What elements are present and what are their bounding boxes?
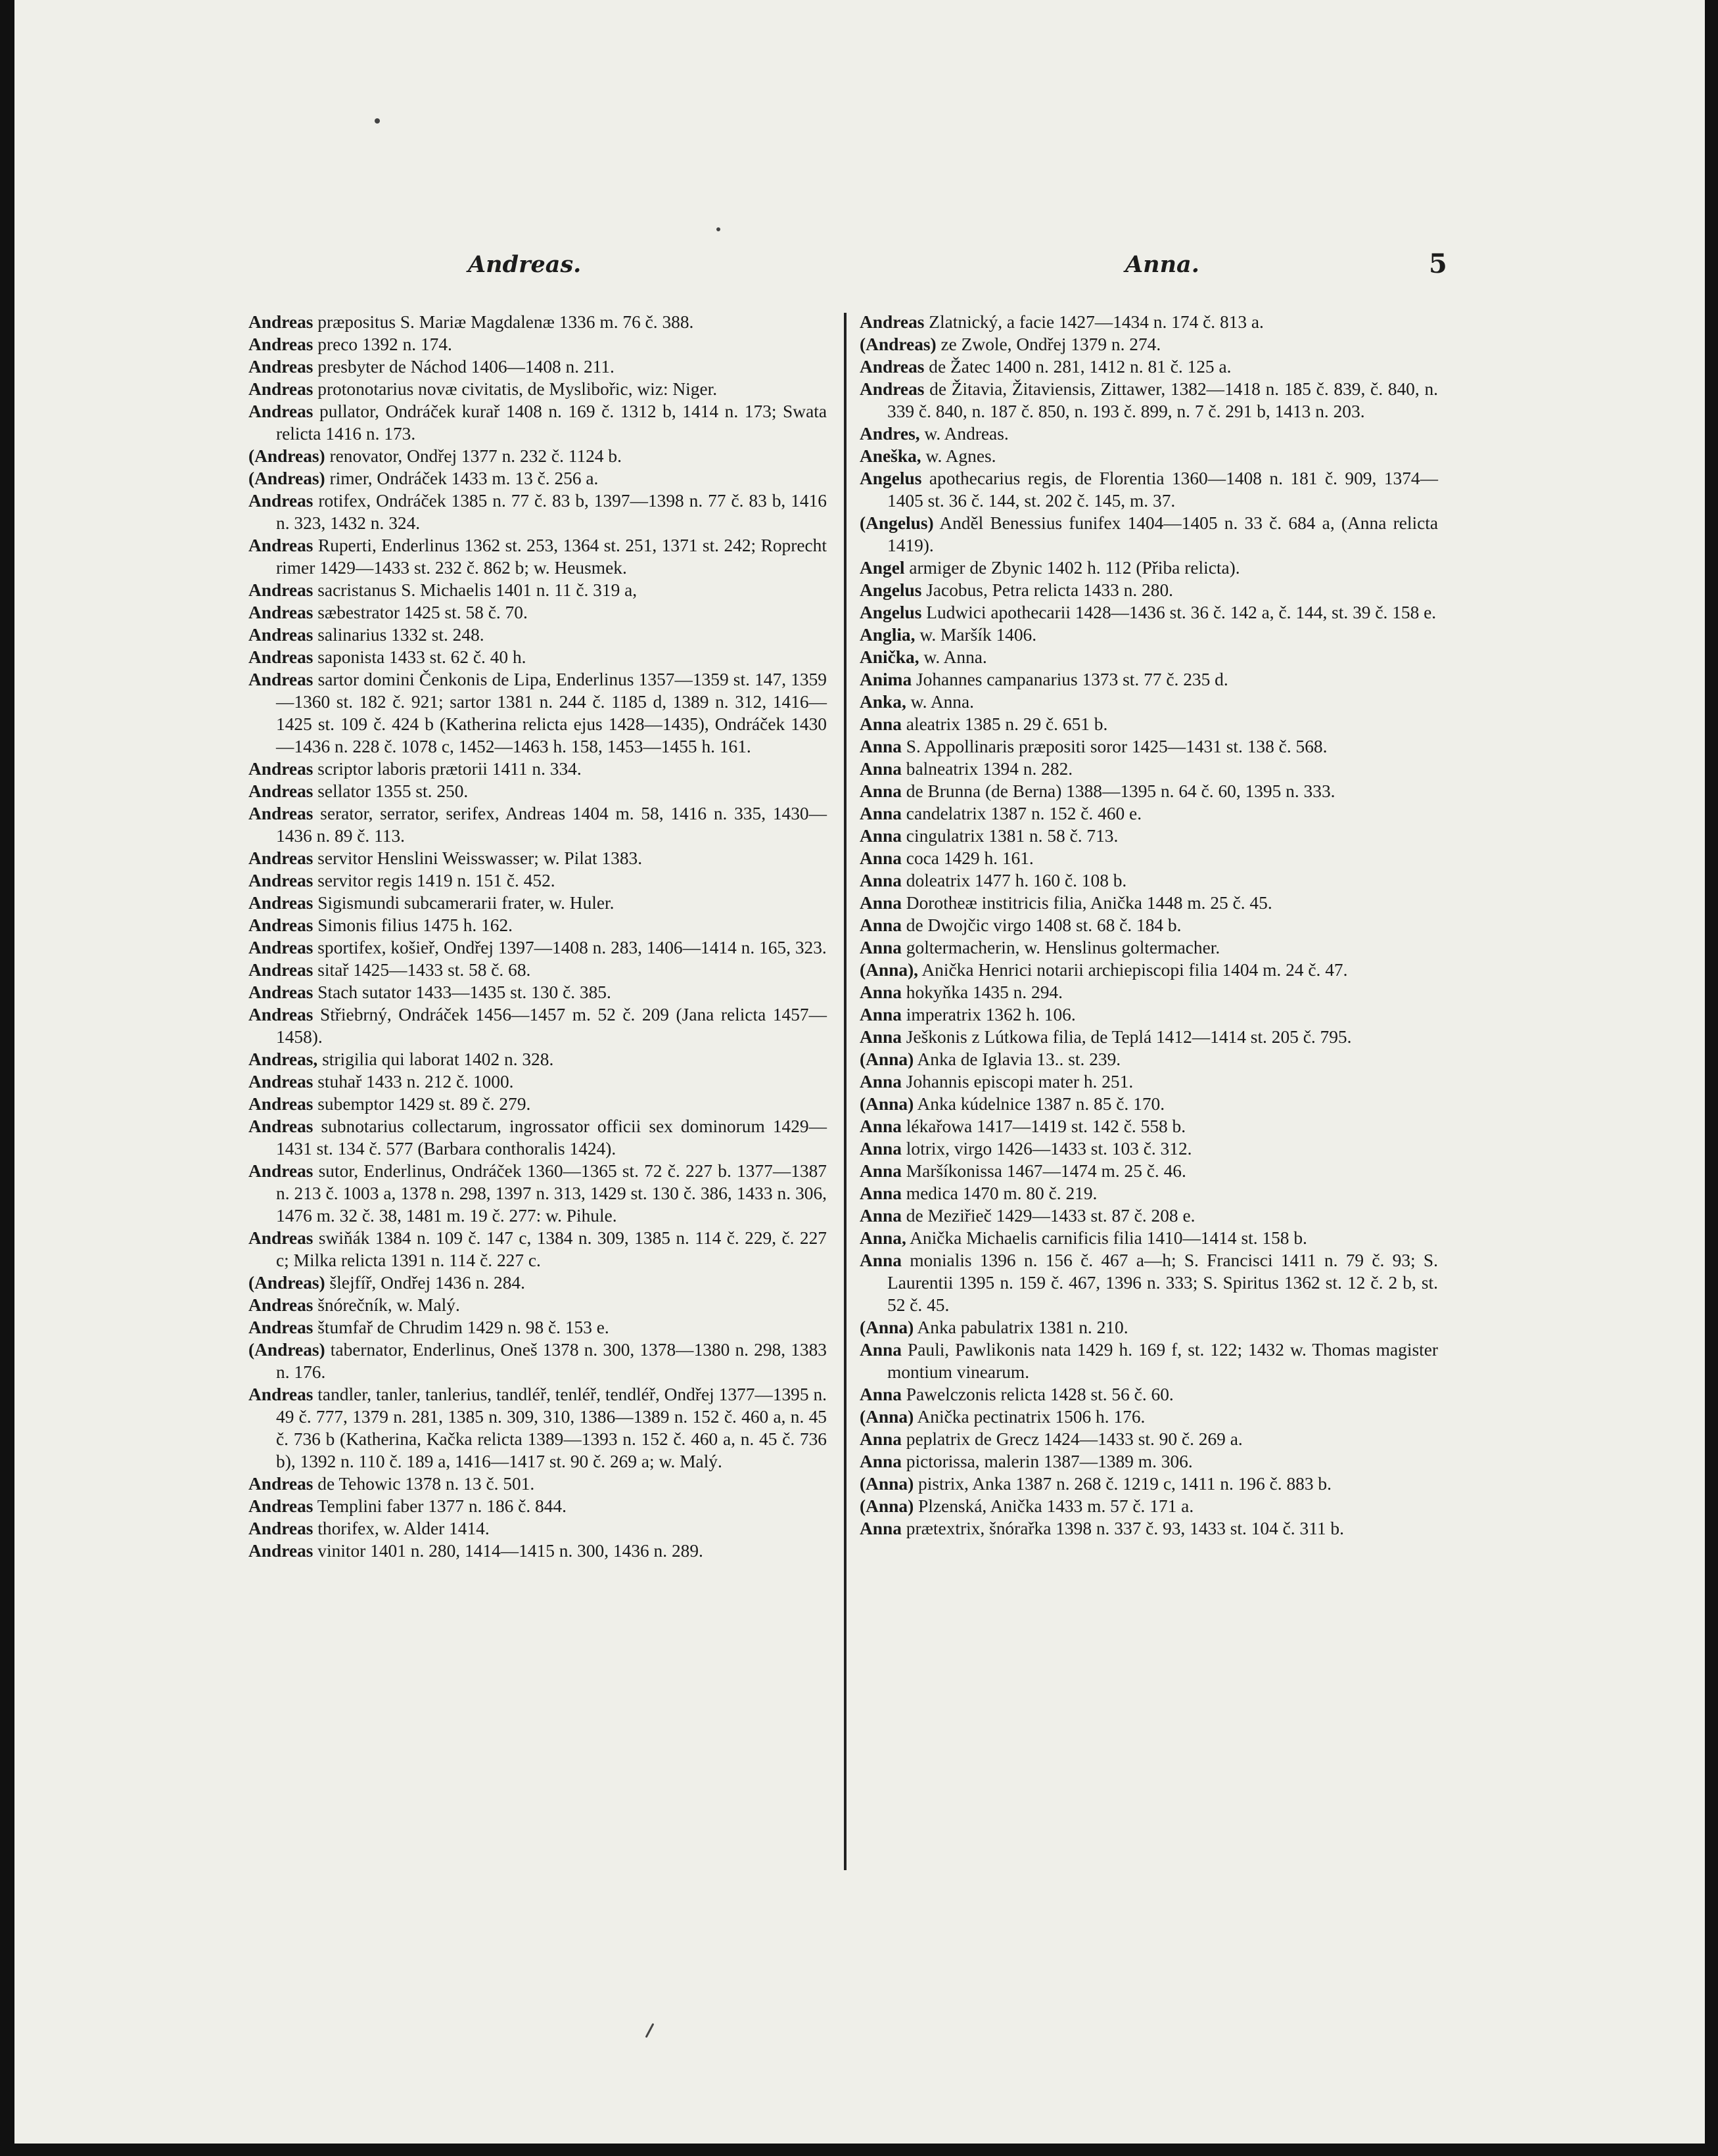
entry-text: scriptor laboris prætorii 1411 n. 334.: [313, 759, 582, 779]
index-entry: [860, 1406, 1438, 1428]
scan-border-right: [1705, 0, 1718, 2156]
entry-headword: Andreas: [248, 1385, 313, 1404]
index-entry: [860, 825, 1438, 847]
entry-text: doleatrix 1477 h. 160 č. 108 b.: [901, 871, 1127, 890]
entry-headword: Anna: [860, 1519, 902, 1538]
entry-headword: Anna: [860, 804, 902, 823]
entry-headword: Anna: [860, 826, 902, 846]
entry-text: subnotarius collectarum, ingrossator officii sex dominorum 1429—1431 st. 134 č. 577 (Barbara conthoralis 1424).: [276, 1116, 827, 1158]
entry-headword: Andreas: [248, 893, 313, 913]
entry-text: sitař 1425—1433 st. 58 č. 68.: [313, 960, 531, 980]
index-entry: [248, 646, 827, 668]
entry-headword: Andreas: [248, 670, 313, 689]
index-entry: [248, 311, 827, 333]
entry-headword: Andreas: [248, 625, 313, 645]
entry-headword: (Anna): [860, 1474, 914, 1494]
entry-headword: Andreas: [248, 915, 313, 935]
index-entry: [860, 646, 1438, 668]
scan-border-left: [0, 0, 14, 2156]
entry-text: Sigismundi subcamerarii frater, w. Huler.: [313, 893, 615, 913]
index-entry: [248, 333, 827, 356]
index-entry: [860, 1249, 1438, 1316]
index-entry: [248, 1272, 827, 1294]
entry-headword: Andreas: [248, 603, 313, 622]
entry-text: præpositus S. Mariæ Magdalenæ 1336 m. 76 č. 388.: [313, 312, 694, 332]
entry-headword: Anna: [860, 982, 902, 1002]
entry-text: Ludwici apothecarii 1428—1436 st. 36 č. 142 a, č. 144, st. 39 č. 158 e.: [921, 603, 1437, 622]
entry-text: swiňák 1384 n. 109 č. 147 c, 1384 n. 309, 1385 n. 114 č. 229, č. 227 c; Milka relicta 1391 n. 114 č. 227 c.: [276, 1228, 827, 1270]
index-entry: [860, 959, 1438, 981]
entry-headword: Anna: [860, 1183, 902, 1203]
entry-text: imperatrix 1362 h. 106.: [901, 1005, 1076, 1024]
entry-text: de Brunna (de Berna) 1388—1395 n. 64 č. 60, 1395 n. 333.: [901, 781, 1335, 801]
entry-text: de Dwojčic virgo 1408 st. 68 č. 184 b.: [901, 915, 1182, 935]
index-entry: [248, 1540, 827, 1562]
entry-headword: Andreas: [248, 804, 313, 823]
entry-text: šlejfíř, Ondřej 1436 n. 284.: [325, 1273, 525, 1293]
index-entry: [860, 713, 1438, 735]
entry-headword: Andreas: [248, 1318, 313, 1337]
right-column: [860, 311, 1438, 1540]
entry-text: goltermacherin, w. Henslinus goltermacher.: [901, 938, 1220, 957]
entry-text: Simonis filius 1475 h. 162.: [313, 915, 513, 935]
index-entry: [860, 914, 1438, 936]
entry-text: Ruperti, Enderlinus 1362 st. 253, 1364 st. 251, 1371 st. 242; Roprecht rimer 1429—1433 st. 232 č. 862 b; w. Heusmek.: [276, 536, 827, 578]
index-entry: [860, 1517, 1438, 1540]
index-entry: [860, 356, 1438, 378]
index-entry: [860, 557, 1438, 579]
entry-headword: Andreas: [248, 982, 313, 1002]
entry-text: monialis 1396 n. 156 č. 467 a—h; S. Francisci 1411 n. 79 č. 93; S. Laurentii 1395 n. 159 č. 467, 1396 n. 333; S. Spiritus 1362 st. 12 č. 2 b, st. 52 č. 45.: [887, 1250, 1438, 1315]
entry-headword: Andreas: [248, 334, 313, 354]
entry-headword: Anima: [860, 670, 912, 689]
entry-headword: Andreas: [860, 357, 925, 377]
entry-headword: Anička,: [860, 647, 919, 667]
entry-text: Dorotheæ institricis filia, Anička 1448 m. 25 č. 45.: [901, 893, 1272, 913]
index-entry: [860, 668, 1438, 691]
entry-headword: Andreas: [860, 312, 925, 332]
index-entry: [860, 311, 1438, 333]
entry-headword: Anna,: [860, 1228, 906, 1248]
entry-text: hokyňka 1435 n. 294.: [901, 982, 1063, 1002]
entry-headword: Andreas: [248, 781, 313, 801]
entry-text: de Meziřieč 1429—1433 st. 87 č. 208 e.: [901, 1206, 1196, 1226]
entry-text: Pauli, Pawlikonis nata 1429 h. 169 f, st. 122; 1432 w. Thomas magister montium vinearum.: [887, 1340, 1438, 1382]
index-entry: [860, 735, 1438, 758]
entry-text: de Tehowic 1378 n. 13 č. 501.: [313, 1474, 535, 1494]
entry-headword: Andreas: [248, 1116, 313, 1136]
entry-headword: Anna: [860, 938, 902, 957]
book-page: [14, 0, 1705, 2144]
entry-headword: Andres,: [860, 424, 920, 444]
entry-headword: Anna: [860, 1139, 902, 1158]
entry-headword: Andreas: [248, 401, 313, 421]
index-entry: [860, 1182, 1438, 1204]
entry-headword: Andreas: [248, 1228, 313, 1248]
index-entry: [248, 1093, 827, 1115]
index-entry: [248, 1473, 827, 1495]
entry-text: w. Andreas.: [919, 424, 1009, 444]
index-entry: [860, 981, 1438, 1003]
entry-text: pullator, Ondráček kurař 1408 n. 169 č. 1312 b, 1414 n. 173; Swata relicta 1416 n. 173.: [276, 401, 827, 444]
index-entry: [860, 1428, 1438, 1450]
index-entry: [248, 624, 827, 646]
entry-headword: Andreas: [248, 580, 313, 600]
entry-text: Maršíkonissa 1467—1474 m. 25 č. 46.: [901, 1161, 1186, 1181]
entry-text: sellator 1355 st. 250.: [313, 781, 469, 801]
entry-text: thorifex, w. Alder 1414.: [313, 1519, 490, 1538]
entry-headword: Andreas: [248, 960, 313, 980]
entry-text: Anka pabulatrix 1381 n. 210.: [914, 1318, 1128, 1337]
entry-text: Anka kúdelnice 1387 n. 85 č. 170.: [914, 1094, 1165, 1114]
entry-headword: (Anna): [860, 1094, 914, 1114]
index-entry: [248, 780, 827, 802]
entry-text: servitor Henslini Weisswasser; w. Pilat 1383.: [313, 848, 643, 868]
entry-text: Střiebrný, Ondráček 1456—1457 m. 52 č. 209 (Jana relicta 1457—1458).: [276, 1005, 827, 1047]
entry-headword: Anna: [860, 1340, 902, 1360]
entry-headword: (Andreas): [248, 469, 325, 488]
index-entry: [860, 1093, 1438, 1115]
entry-headword: (Anna): [860, 1407, 914, 1427]
entry-headword: Andreas,: [248, 1049, 318, 1069]
entry-headword: Andreas: [248, 1072, 313, 1091]
entry-headword: Andreas: [248, 357, 313, 377]
entry-headword: Andreas: [248, 938, 313, 957]
index-entry: [860, 624, 1438, 646]
index-entry: [248, 1495, 827, 1517]
entry-text: de Žitavia, Žitaviensis, Zittawer, 1382—1418 n. 185 č. 839, č. 840, n. 339 č. 840, n. 187 č. 850, n. 193 č. 899, n. 7 č. 291 b, 1413 n. 203.: [887, 379, 1438, 421]
entry-headword: Angel: [860, 558, 905, 578]
entry-text: štumfař de Chrudim 1429 n. 98 č. 153 e.: [313, 1318, 609, 1337]
entry-headword: Andreas: [248, 1496, 313, 1516]
running-head-left: Andreas.: [468, 251, 582, 278]
entry-headword: Angelus: [860, 603, 922, 622]
entry-text: Anka de Iglavia 13.. st. 239.: [914, 1049, 1121, 1069]
entry-headword: Andreas: [248, 1541, 313, 1561]
entry-text: renovator, Ondřej 1377 n. 232 č. 1124 b.: [325, 446, 622, 466]
entry-headword: Anglia,: [860, 625, 916, 645]
entry-text: armiger de Zbynic 1402 h. 112 (Přiba relicta).: [904, 558, 1240, 578]
index-entry: [860, 802, 1438, 825]
scan-speck: [716, 227, 720, 231]
entry-text: peplatrix de Grecz 1424—1433 st. 90 č. 269 a.: [901, 1429, 1243, 1449]
index-entry: [248, 1003, 827, 1048]
index-entry: [860, 1137, 1438, 1160]
entry-text: šnórečník, w. Malý.: [313, 1295, 460, 1315]
entry-headword: (Anna): [860, 1496, 914, 1516]
entry-text: aleatrix 1385 n. 29 č. 651 b.: [901, 714, 1108, 734]
entry-text: sacristanus S. Michaelis 1401 n. 11 č. 319 a,: [313, 580, 638, 600]
page-number: 5: [1429, 248, 1447, 279]
entry-headword: Andreas: [248, 379, 313, 399]
index-entry: [860, 601, 1438, 624]
index-entry: [248, 378, 827, 400]
entry-text: presbyter de Náchod 1406—1408 n. 211.: [313, 357, 615, 377]
entry-headword: Andreas: [248, 871, 313, 890]
index-entry: [860, 512, 1438, 557]
entry-text: Templini faber 1377 n. 186 č. 844.: [313, 1496, 567, 1516]
entry-text: salinarius 1332 st. 248.: [313, 625, 484, 645]
entry-text: lékařowa 1417—1419 st. 142 č. 558 b.: [901, 1116, 1186, 1136]
entry-text: vinitor 1401 n. 280, 1414—1415 n. 300, 1436 n. 289.: [313, 1541, 703, 1561]
index-entry: [248, 467, 827, 490]
entry-text: sutor, Enderlinus, Ondráček 1360—1365 st. 72 č. 227 b. 1377—1387 n. 213 č. 1003 a, 1378 n. 298, 1397 n. 313, 1429 st. 130 č. 386, 1433 n. 306, 1476 m. 32 č. 38, 1481 m. 19 č. 277: w. Pihule.: [276, 1161, 827, 1226]
index-entry: [248, 959, 827, 981]
entry-text: preco 1392 n. 174.: [313, 334, 452, 354]
entry-headword: Andreas: [248, 1295, 313, 1315]
entry-text: prætextrix, šnórařka 1398 n. 337 č. 93, 1433 st. 104 č. 311 b.: [901, 1519, 1344, 1538]
index-entry: [860, 936, 1438, 959]
index-entry: [248, 1160, 827, 1227]
index-entry: [860, 1316, 1438, 1339]
running-head-right: Anna.: [1125, 251, 1199, 278]
index-entry: [248, 668, 827, 758]
index-entry: [248, 981, 827, 1003]
entry-headword: Anna: [860, 737, 902, 756]
index-entry: [248, 892, 827, 914]
entry-text: rotifex, Ondráček 1385 n. 77 č. 83 b, 1397—1398 n. 77 č. 83 b, 1416 n. 323, 1432 n. 324.: [276, 491, 827, 533]
entry-text: Johannes campanarius 1373 st. 77 č. 235 d.: [912, 670, 1228, 689]
entry-text: Zlatnický, a facie 1427—1434 n. 174 č. 813 a.: [924, 312, 1264, 332]
index-entry: [860, 780, 1438, 802]
index-entry: [860, 1160, 1438, 1182]
index-entry: [248, 1316, 827, 1339]
index-entry: [860, 758, 1438, 780]
entry-text: sportifex, košieř, Ondřej 1397—1408 n. 283, 1406—1414 n. 165, 323.: [313, 938, 827, 957]
entry-headword: Anna: [860, 1116, 902, 1136]
entry-headword: Anna: [860, 1250, 902, 1270]
scan-speck: [645, 2023, 655, 2038]
entry-headword: Anna: [860, 915, 902, 935]
entry-text: w. Anna.: [919, 647, 987, 667]
entry-text: de Žatec 1400 n. 281, 1412 n. 81 č. 125 a.: [924, 357, 1232, 377]
scan-border-bottom: [0, 2144, 1718, 2156]
entry-text: tabernator, Enderlinus, Oneš 1378 n. 300, 1378—1380 n. 298, 1383 n. 176.: [276, 1340, 827, 1382]
index-entry: [248, 1115, 827, 1160]
index-entry: [248, 914, 827, 936]
entry-text: saponista 1433 st. 62 č. 40 h.: [313, 647, 526, 667]
entry-headword: Andreas: [248, 1519, 313, 1538]
entry-headword: Anna: [860, 1429, 902, 1449]
index-entry: [248, 936, 827, 959]
entry-headword: Anna: [860, 759, 902, 779]
entry-text: ze Zwole, Ondřej 1379 n. 274.: [936, 334, 1161, 354]
index-entry: [860, 869, 1438, 892]
entry-text: stuhař 1433 n. 212 č. 1000.: [313, 1072, 514, 1091]
entry-text: Anička Henrici notarii archiepiscopi filia 1404 m. 24 č. 47.: [918, 960, 1348, 980]
entry-headword: Andreas: [248, 536, 313, 555]
index-entry: [860, 1450, 1438, 1473]
index-entry: [860, 1204, 1438, 1227]
index-entry: [860, 579, 1438, 601]
entry-headword: Anna: [860, 1385, 902, 1404]
index-entry: [248, 356, 827, 378]
entry-text: w. Maršík 1406.: [915, 625, 1037, 645]
entry-headword: Angelus: [860, 580, 922, 600]
entry-text: serator, serrator, serifex, Andreas 1404 m. 58, 1416 n. 335, 1430—1436 n. 89 č. 113.: [276, 804, 827, 846]
entry-text: Plzenská, Anička 1433 m. 57 č. 171 a.: [914, 1496, 1194, 1516]
entry-text: servitor regis 1419 n. 151 č. 452.: [313, 871, 555, 890]
index-entry: [860, 333, 1438, 356]
entry-text: Pawelczonis relicta 1428 st. 56 č. 60.: [901, 1385, 1174, 1404]
left-column: [248, 311, 827, 1562]
entry-headword: Anna: [860, 1027, 902, 1047]
index-entry: [860, 1339, 1438, 1383]
entry-headword: (Andreas): [860, 334, 937, 354]
entry-headword: Andreas: [248, 759, 313, 779]
entry-text: rimer, Ondráček 1433 m. 13 č. 256 a.: [325, 469, 599, 488]
index-entry: [860, 1383, 1438, 1406]
entry-text: Stach sutator 1433—1435 st. 130 č. 385.: [313, 982, 611, 1002]
index-entry: [248, 802, 827, 847]
entry-text: Anička Michaelis carnificis filia 1410—1414 st. 158 b.: [906, 1228, 1307, 1248]
entry-headword: Andreas: [248, 491, 313, 511]
index-entry: [248, 1048, 827, 1070]
entry-text: cingulatrix 1381 n. 58 č. 713.: [901, 826, 1119, 846]
entry-text: lotrix, virgo 1426—1433 st. 103 č. 312.: [901, 1139, 1192, 1158]
entry-headword: Anna: [860, 871, 902, 890]
entry-text: Anička pectinatrix 1506 h. 176.: [914, 1407, 1146, 1427]
index-entry: [248, 869, 827, 892]
entry-headword: Anna: [860, 848, 902, 868]
entry-headword: Andreas: [248, 1094, 313, 1114]
entry-text: apothecarius regis, de Florentia 1360—1408 n. 181 č. 909, 1374—1405 st. 36 č. 144, st. 202 č. 145, m. 37.: [887, 469, 1438, 511]
index-entry: [248, 1517, 827, 1540]
entry-headword: Anna: [860, 781, 902, 801]
index-entry: [248, 579, 827, 601]
entry-headword: Anna: [860, 1072, 902, 1091]
entry-text: Anděl Benessius funifex 1404—1405 n. 33 č. 684 a, (Anna relicta 1419).: [887, 513, 1438, 555]
index-entry: [860, 467, 1438, 512]
entry-headword: Angelus: [860, 469, 922, 488]
column-divider: [844, 313, 847, 1870]
entry-headword: Anna: [860, 1161, 902, 1181]
index-entry: [248, 534, 827, 579]
entry-text: sartor domini Čenkonis de Lipa, Enderlinus 1357—1359 st. 147, 1359—1360 st. 182 č. 921; sartor 1381 n. 244 č. 1185 d, 1389 n. 312, 1416—1425 st. 109 č. 424 b (Katherina relicta ejus 1428—1435), Ondráček 1430—1436 n. 228 č. 1078 c, 1452—1463 h. 158, 1453—1455 h. 161.: [276, 670, 827, 756]
entry-headword: Anna: [860, 1206, 902, 1226]
index-entry: [860, 892, 1438, 914]
scan-speck: [375, 118, 380, 124]
index-entry: [860, 1115, 1438, 1137]
index-entry: [248, 445, 827, 467]
entry-text: pictorissa, malerin 1387—1389 m. 306.: [901, 1452, 1193, 1471]
entry-headword: (Anna): [860, 1049, 914, 1069]
index-entry: [860, 691, 1438, 713]
entry-headword: Anna: [860, 1005, 902, 1024]
entry-headword: Andreas: [248, 1005, 313, 1024]
entry-headword: Andreas: [248, 1161, 313, 1181]
entry-text: strigilia qui laborat 1402 n. 328.: [317, 1049, 554, 1069]
index-entry: [248, 490, 827, 534]
entry-headword: Anna: [860, 893, 902, 913]
index-entry: [860, 1227, 1438, 1249]
entry-text: Ješkonis z Lútkowa filia, de Teplá 1412—1414 st. 205 č. 795.: [901, 1027, 1352, 1047]
entry-text: candelatrix 1387 n. 152 č. 460 e.: [901, 804, 1142, 823]
entry-text: subemptor 1429 st. 89 č. 279.: [313, 1094, 531, 1114]
index-entry: [860, 445, 1438, 467]
entry-headword: Anka,: [860, 692, 906, 712]
index-entry: [248, 847, 827, 869]
entry-headword: (Anna): [860, 1318, 914, 1337]
entry-text: balneatrix 1394 n. 282.: [901, 759, 1073, 779]
index-entry: [860, 1070, 1438, 1093]
entry-headword: (Anna),: [860, 960, 919, 980]
entry-headword: Andreas: [248, 1474, 313, 1494]
index-entry: [860, 423, 1438, 445]
index-entry: [860, 1003, 1438, 1026]
index-entry: [248, 400, 827, 445]
entry-headword: (Andreas): [248, 1273, 325, 1293]
entry-text: tandler, tanler, tanlerius, tandléř, tenléř, tendléř, Ondřej 1377—1395 n. 49 č. 777, 1379 n. 281, 1385 n. 309, 310, 1386—1389 n. 152 č. 460 a, n. 45 č. 736 b (Katherina, Kačka relicta 1389—1393 n. 152 č. 460 a, n. 45 č. 736 b), 1392 n. 110 č. 189 a, 1416—1417 st. 90 č. 269 a; w. Malý.: [276, 1385, 827, 1471]
entry-headword: (Andreas): [248, 1340, 325, 1360]
entry-text: sæbestrator 1425 st. 58 č. 70.: [313, 603, 528, 622]
index-entry: [248, 1383, 827, 1473]
entry-text: Johannis episcopi mater h. 251.: [901, 1072, 1134, 1091]
entry-headword: Andreas: [248, 312, 313, 332]
entry-text: medica 1470 m. 80 č. 219.: [901, 1183, 1098, 1203]
index-entry: [248, 601, 827, 624]
entry-headword: Anna: [860, 1452, 902, 1471]
entry-headword: Andreas: [248, 848, 313, 868]
index-entry: [860, 1026, 1438, 1048]
entry-headword: Anna: [860, 714, 902, 734]
entry-text: Jacobus, Petra relicta 1433 n. 280.: [921, 580, 1173, 600]
index-entry: [248, 1070, 827, 1093]
entry-text: protonotarius novæ civitatis, de Myslibořic, wiz: Niger.: [313, 379, 718, 399]
index-entry: [860, 1048, 1438, 1070]
entry-headword: Andreas: [860, 379, 925, 399]
index-entry: [860, 378, 1438, 423]
index-entry: [248, 758, 827, 780]
entry-text: w. Agnes.: [921, 446, 996, 466]
entry-text: S. Appollinaris præpositi soror 1425—1431 st. 138 č. 568.: [901, 737, 1328, 756]
entry-text: coca 1429 h. 161.: [901, 848, 1034, 868]
index-entry: [860, 847, 1438, 869]
index-entry: [248, 1294, 827, 1316]
entry-headword: Aneška,: [860, 446, 921, 466]
entry-headword: (Angelus): [860, 513, 934, 533]
index-entry: [860, 1495, 1438, 1517]
entry-text: w. Anna.: [906, 692, 975, 712]
index-entry: [248, 1227, 827, 1272]
index-entry: [248, 1339, 827, 1383]
entry-headword: (Andreas): [248, 446, 325, 466]
index-entry: [860, 1473, 1438, 1495]
entry-text: pistrix, Anka 1387 n. 268 č. 1219 c, 1411 n. 196 č. 883 b.: [914, 1474, 1332, 1494]
entry-headword: Andreas: [248, 647, 313, 667]
